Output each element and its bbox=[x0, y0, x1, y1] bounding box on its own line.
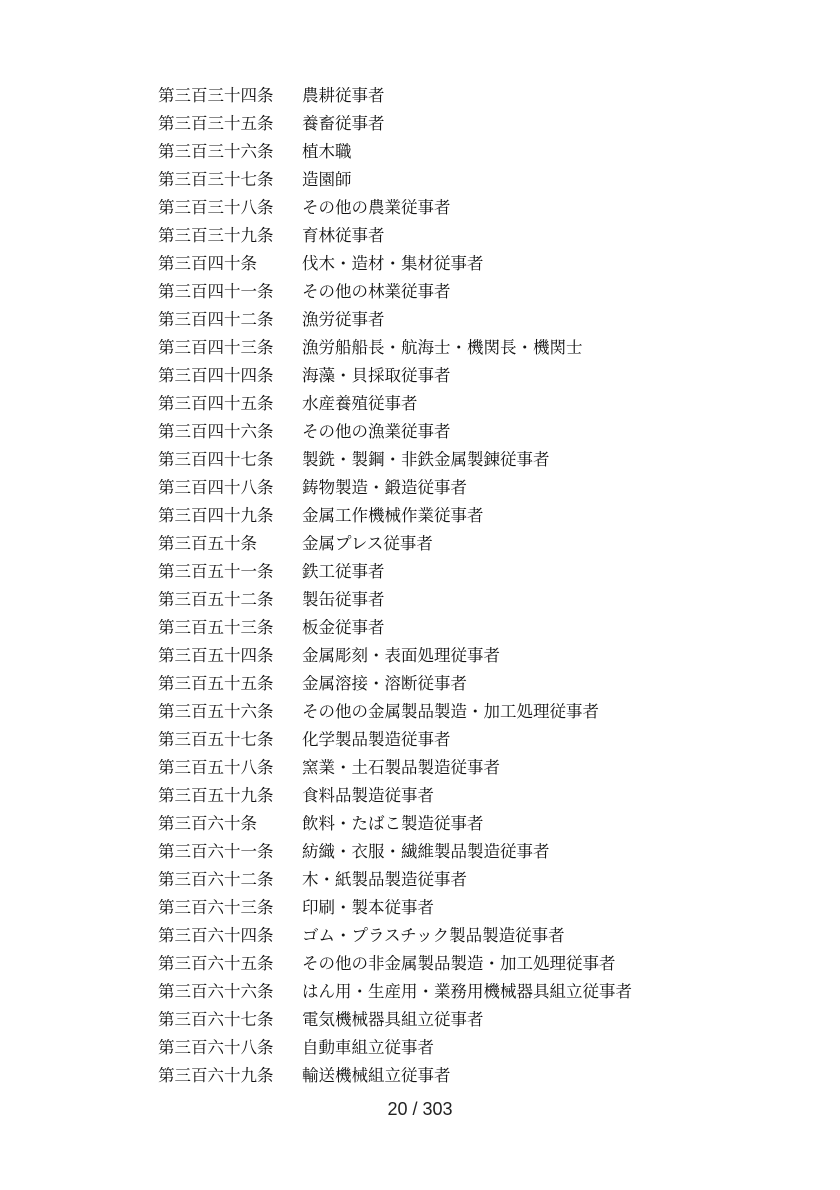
article-number: 第三百五十条 bbox=[158, 534, 257, 553]
article-title: その他の漁業従事者 bbox=[302, 422, 451, 441]
list-item bbox=[158, 838, 632, 866]
list-item bbox=[158, 362, 632, 390]
article-title: 印刷・製本従事者 bbox=[302, 898, 434, 917]
article-number: 第三百六十九条 bbox=[158, 1066, 274, 1085]
article-title: 板金従事者 bbox=[302, 618, 385, 637]
article-title: はん用・生産用・業務用機械器具組立従事者 bbox=[302, 982, 632, 1001]
list-item bbox=[158, 1062, 632, 1090]
article-title: 金属溶接・溶断従事者 bbox=[302, 674, 467, 693]
article-number: 第三百四十七条 bbox=[158, 450, 274, 469]
article-title: 育林従事者 bbox=[302, 226, 385, 245]
article-number: 第三百五十五条 bbox=[158, 674, 274, 693]
list-item bbox=[158, 586, 632, 614]
list-item bbox=[158, 782, 632, 810]
article-number: 第三百五十六条 bbox=[158, 702, 274, 721]
article-number: 第三百五十八条 bbox=[158, 758, 274, 777]
list-item bbox=[158, 194, 632, 222]
list-item bbox=[158, 502, 632, 530]
list-item bbox=[158, 558, 632, 586]
article-number: 第三百四十六条 bbox=[158, 422, 274, 441]
list-item bbox=[158, 530, 632, 558]
article-title: 鋳物製造・鍛造従事者 bbox=[302, 478, 467, 497]
list-item bbox=[158, 950, 632, 978]
list-item bbox=[158, 866, 632, 894]
article-number: 第三百四十九条 bbox=[158, 506, 274, 525]
article-title: 飲料・たばこ製造従事者 bbox=[302, 814, 484, 833]
article-number: 第三百五十九条 bbox=[158, 786, 274, 805]
list-item bbox=[158, 698, 632, 726]
list-item bbox=[158, 222, 632, 250]
article-title: 金属プレス従事者 bbox=[302, 534, 433, 553]
article-title: 養畜従事者 bbox=[302, 114, 385, 133]
article-number: 第三百三十七条 bbox=[158, 170, 274, 189]
list-item bbox=[158, 1034, 632, 1062]
article-title: 漁労従事者 bbox=[302, 310, 385, 329]
article-list bbox=[158, 82, 632, 1090]
article-number: 第三百六十二条 bbox=[158, 870, 274, 889]
list-item bbox=[158, 110, 632, 138]
article-number: 第三百三十六条 bbox=[158, 142, 274, 161]
article-title: 輸送機械組立従事者 bbox=[302, 1066, 451, 1085]
article-number: 第三百四十八条 bbox=[158, 478, 274, 497]
list-item bbox=[158, 894, 632, 922]
article-number: 第三百六十条 bbox=[158, 814, 257, 833]
article-number: 第三百五十一条 bbox=[158, 562, 274, 581]
article-title: 化学製品製造従事者 bbox=[302, 730, 451, 749]
article-number: 第三百六十三条 bbox=[158, 898, 274, 917]
list-item bbox=[158, 334, 632, 362]
article-title: 木・紙製品製造従事者 bbox=[302, 870, 467, 889]
article-title: その他の金属製品製造・加工処理従事者 bbox=[302, 702, 599, 721]
article-number: 第三百四十四条 bbox=[158, 366, 274, 385]
article-title: 水産養殖従事者 bbox=[302, 394, 418, 413]
article-title: 海藻・貝採取従事者 bbox=[302, 366, 451, 385]
article-number: 第三百四十三条 bbox=[158, 338, 274, 357]
article-title: 紡織・衣服・繊維製品製造従事者 bbox=[302, 842, 550, 861]
article-number: 第三百四十二条 bbox=[158, 310, 274, 329]
article-number: 第三百六十五条 bbox=[158, 954, 274, 973]
list-item bbox=[158, 670, 632, 698]
article-number: 第三百五十七条 bbox=[158, 730, 274, 749]
list-item bbox=[158, 166, 632, 194]
article-title: 食料品製造従事者 bbox=[302, 786, 434, 805]
list-item bbox=[158, 726, 632, 754]
list-item bbox=[158, 390, 632, 418]
article-number: 第三百六十六条 bbox=[158, 982, 274, 1001]
article-title: 伐木・造材・集材従事者 bbox=[302, 254, 484, 273]
article-number: 第三百五十三条 bbox=[158, 618, 274, 637]
page-number: 20 / 303 bbox=[387, 1099, 453, 1119]
list-item bbox=[158, 138, 632, 166]
article-number: 第三百六十七条 bbox=[158, 1010, 274, 1029]
article-title: ゴム・プラスチック製品製造従事者 bbox=[302, 926, 565, 945]
article-title: 金属彫刻・表面処理従事者 bbox=[302, 646, 500, 665]
article-title: 造園師 bbox=[302, 170, 352, 189]
article-title: 鉄工従事者 bbox=[302, 562, 385, 581]
article-title: その他の非金属製品製造・加工処理従事者 bbox=[302, 954, 616, 973]
article-number: 第三百三十八条 bbox=[158, 198, 274, 217]
article-title: 農耕従事者 bbox=[302, 86, 385, 105]
list-item bbox=[158, 810, 632, 838]
list-item bbox=[158, 82, 632, 110]
article-number: 第三百六十一条 bbox=[158, 842, 274, 861]
list-item bbox=[158, 278, 632, 306]
list-item bbox=[158, 418, 632, 446]
list-item bbox=[158, 446, 632, 474]
article-title: 金属工作機械作業従事者 bbox=[302, 506, 484, 525]
list-item bbox=[158, 306, 632, 334]
article-title: 自動車組立従事者 bbox=[302, 1038, 434, 1057]
article-title: その他の農業従事者 bbox=[302, 198, 451, 217]
article-title: 窯業・土石製品製造従事者 bbox=[302, 758, 500, 777]
article-number: 第三百六十四条 bbox=[158, 926, 274, 945]
list-item bbox=[158, 474, 632, 502]
list-item bbox=[158, 614, 632, 642]
article-title: 電気機械器具組立従事者 bbox=[302, 1010, 484, 1029]
article-number: 第三百四十条 bbox=[158, 254, 257, 273]
article-number: 第三百三十四条 bbox=[158, 86, 274, 105]
list-item bbox=[158, 754, 632, 782]
article-number: 第三百三十五条 bbox=[158, 114, 274, 133]
list-item bbox=[158, 922, 632, 950]
list-item bbox=[158, 642, 632, 670]
article-number: 第三百五十四条 bbox=[158, 646, 274, 665]
article-number: 第三百五十二条 bbox=[158, 590, 274, 609]
article-title: 製銑・製鋼・非鉄金属製錬従事者 bbox=[302, 450, 550, 469]
article-number: 第三百三十九条 bbox=[158, 226, 274, 245]
article-title: 漁労船船長・航海士・機関長・機関士 bbox=[302, 338, 583, 357]
article-number: 第三百四十五条 bbox=[158, 394, 274, 413]
article-number: 第三百六十八条 bbox=[158, 1038, 274, 1057]
list-item bbox=[158, 978, 632, 1006]
list-item bbox=[158, 250, 632, 278]
article-title: 植木職 bbox=[302, 142, 352, 161]
list-item bbox=[158, 1006, 632, 1034]
article-title: その他の林業従事者 bbox=[302, 282, 451, 301]
article-title: 製缶従事者 bbox=[302, 590, 385, 609]
article-number: 第三百四十一条 bbox=[158, 282, 274, 301]
